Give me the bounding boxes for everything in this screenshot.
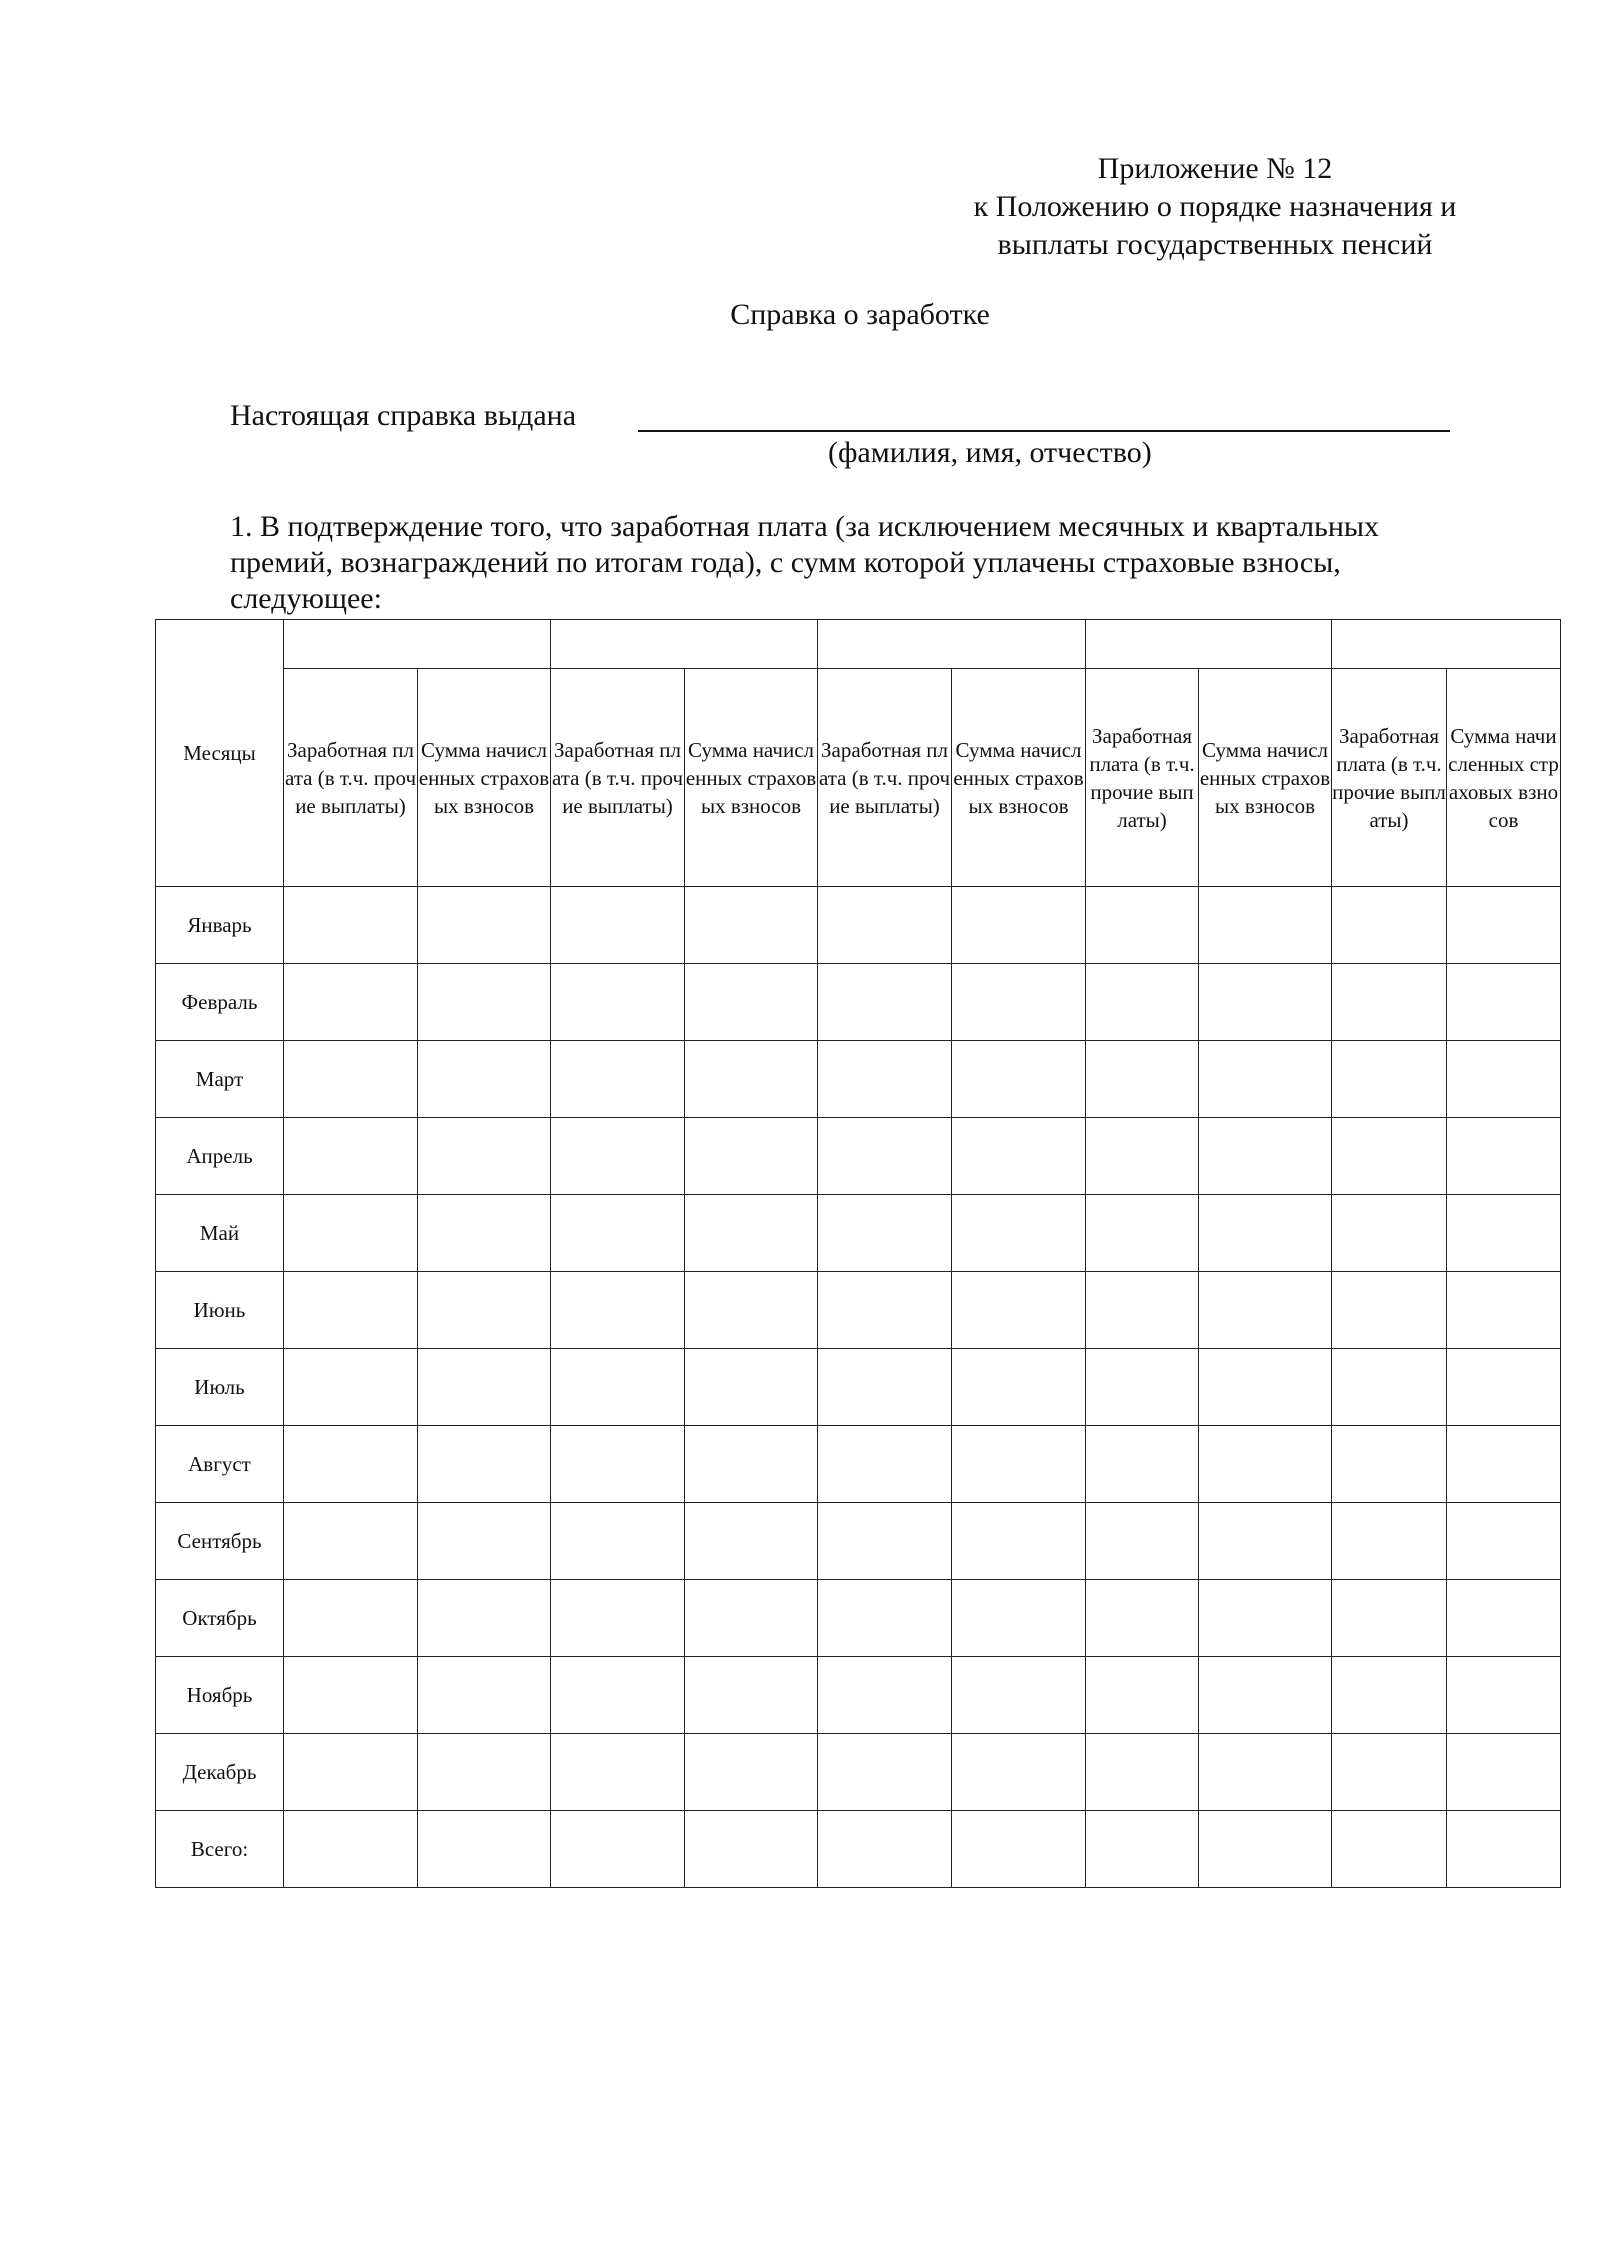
salary-cell[interactable] xyxy=(818,1657,952,1734)
month-label: Декабрь xyxy=(156,1734,284,1811)
contributions-cell[interactable] xyxy=(1199,1811,1332,1888)
contributions-cell[interactable] xyxy=(952,1657,1086,1734)
contributions-cell[interactable] xyxy=(952,1041,1086,1118)
contributions-cell[interactable] xyxy=(952,1349,1086,1426)
table-row xyxy=(156,1580,1561,1657)
contributions-cell[interactable] xyxy=(1199,1580,1332,1657)
contributions-cell[interactable] xyxy=(685,1503,818,1580)
contributions-cell[interactable] xyxy=(1199,964,1332,1041)
contributions-cell[interactable] xyxy=(1199,1349,1332,1426)
header-year-row xyxy=(156,620,1561,669)
contributions-cell[interactable] xyxy=(952,887,1086,964)
contributions-cell[interactable] xyxy=(1447,1734,1561,1811)
contributions-cell[interactable] xyxy=(418,964,551,1041)
annex-reference-line2: выплаты государственных пенсий xyxy=(997,228,1433,261)
contributions-cell[interactable] xyxy=(418,1503,551,1580)
salary-cell[interactable] xyxy=(551,1272,685,1349)
salary-cell[interactable] xyxy=(1332,1118,1447,1195)
contributions-cell[interactable] xyxy=(1199,1503,1332,1580)
contributions-cell[interactable] xyxy=(1199,1657,1332,1734)
salary-cell[interactable] xyxy=(1332,1349,1447,1426)
annex-number: Приложение № 12 xyxy=(1097,152,1333,185)
salary-cell[interactable] xyxy=(818,887,952,964)
salary-cell[interactable] xyxy=(818,1734,952,1811)
header-contributions-4: Сумма начисленных страховых взносов xyxy=(1199,669,1332,887)
salary-cell[interactable] xyxy=(1332,1426,1447,1503)
header-salary-5: Заработная плата (в т.ч. прочие выплаты) xyxy=(1332,669,1447,887)
header-contributions-2: Сумма начисленных страховых взносов xyxy=(685,669,818,887)
salary-cell[interactable] xyxy=(551,1657,685,1734)
table-row xyxy=(156,1041,1561,1118)
year-cell-1[interactable] xyxy=(284,620,551,669)
salary-cell[interactable] xyxy=(284,1503,418,1580)
contributions-cell[interactable] xyxy=(952,1503,1086,1580)
table-row xyxy=(156,1118,1561,1195)
salary-cell[interactable] xyxy=(1332,1734,1447,1811)
table-row xyxy=(156,1272,1561,1349)
salary-cell[interactable] xyxy=(284,1041,418,1118)
contributions-cell[interactable] xyxy=(418,1426,551,1503)
full-name-field[interactable] xyxy=(638,430,1450,432)
salary-cell[interactable] xyxy=(1086,1734,1199,1811)
contributions-cell[interactable] xyxy=(418,1272,551,1349)
contributions-cell[interactable] xyxy=(418,1734,551,1811)
salary-cell[interactable] xyxy=(1086,1580,1199,1657)
total-row xyxy=(156,1811,1561,1888)
contributions-cell[interactable] xyxy=(1199,1426,1332,1503)
contributions-cell[interactable] xyxy=(1447,1195,1561,1272)
salary-cell[interactable] xyxy=(284,1349,418,1426)
contributions-cell[interactable] xyxy=(685,1657,818,1734)
month-label: Ноябрь xyxy=(156,1657,284,1734)
contributions-cell[interactable] xyxy=(685,1734,818,1811)
contributions-cell[interactable] xyxy=(685,964,818,1041)
contributions-cell[interactable] xyxy=(1447,1580,1561,1657)
salary-cell[interactable] xyxy=(284,1272,418,1349)
contributions-cell[interactable] xyxy=(952,1426,1086,1503)
salary-cell[interactable] xyxy=(1086,1657,1199,1734)
salary-cell[interactable] xyxy=(1086,1195,1199,1272)
table-row xyxy=(156,1195,1561,1272)
header-salary-1: Заработная плата (в т.ч. прочие выплаты) xyxy=(284,669,418,887)
salary-cell[interactable] xyxy=(818,1580,952,1657)
header-contributions-3: Сумма начисленных страховых взносов xyxy=(952,669,1086,887)
contributions-cell[interactable] xyxy=(1447,1349,1561,1426)
contributions-cell[interactable] xyxy=(418,1349,551,1426)
salary-cell[interactable] xyxy=(818,1349,952,1426)
contributions-cell[interactable] xyxy=(952,1272,1086,1349)
contributions-cell[interactable] xyxy=(1199,1195,1332,1272)
salary-cell[interactable] xyxy=(284,887,418,964)
salary-cell[interactable] xyxy=(818,1503,952,1580)
paragraph-1-line3: следующее: xyxy=(230,582,382,615)
table-row xyxy=(156,1734,1561,1811)
contributions-cell[interactable] xyxy=(685,1118,818,1195)
contributions-cell[interactable] xyxy=(685,1041,818,1118)
salary-cell[interactable] xyxy=(551,1041,685,1118)
contributions-cell[interactable] xyxy=(1447,1426,1561,1503)
salary-cell[interactable] xyxy=(818,1426,952,1503)
salary-cell[interactable] xyxy=(284,1580,418,1657)
salary-cell[interactable] xyxy=(1086,964,1199,1041)
table-row xyxy=(156,964,1561,1041)
full-name-caption: (фамилия, имя, отчество) xyxy=(828,436,1152,469)
contributions-cell[interactable] xyxy=(685,1811,818,1888)
month-label: Март xyxy=(156,1041,284,1118)
month-label: Сентябрь xyxy=(156,1503,284,1580)
contributions-cell[interactable] xyxy=(418,887,551,964)
salary-cell[interactable] xyxy=(1086,1349,1199,1426)
earnings-table xyxy=(155,619,1561,1888)
salary-cell[interactable] xyxy=(284,1734,418,1811)
salary-cell[interactable] xyxy=(818,964,952,1041)
month-label: Июль xyxy=(156,1349,284,1426)
month-label: Апрель xyxy=(156,1118,284,1195)
salary-cell[interactable] xyxy=(284,1118,418,1195)
contributions-cell[interactable] xyxy=(952,1118,1086,1195)
contributions-cell[interactable] xyxy=(1447,887,1561,964)
salary-cell[interactable] xyxy=(284,1811,418,1888)
salary-cell[interactable] xyxy=(1332,1041,1447,1118)
contributions-cell[interactable] xyxy=(952,1811,1086,1888)
salary-cell[interactable] xyxy=(1332,1580,1447,1657)
contributions-cell[interactable] xyxy=(952,1195,1086,1272)
salary-cell[interactable] xyxy=(1332,1503,1447,1580)
contributions-cell[interactable] xyxy=(1447,1811,1561,1888)
contributions-cell[interactable] xyxy=(418,1580,551,1657)
header-contributions-1: Сумма начисленных страховых взносов xyxy=(418,669,551,887)
paragraph-1-line1: 1. В подтверждение того, что заработная плата (за исключением месячных и квартальных xyxy=(230,510,1380,543)
issued-to-label: Настоящая справка выдана xyxy=(230,399,577,432)
salary-cell[interactable] xyxy=(284,964,418,1041)
table-row xyxy=(156,1349,1561,1426)
contributions-cell[interactable] xyxy=(418,1118,551,1195)
contributions-cell[interactable] xyxy=(1447,1272,1561,1349)
contributions-cell[interactable] xyxy=(418,1195,551,1272)
contributions-cell[interactable] xyxy=(685,1272,818,1349)
document-title: Справка о заработке xyxy=(730,298,990,331)
salary-cell[interactable] xyxy=(818,1811,952,1888)
salary-cell[interactable] xyxy=(1332,1811,1447,1888)
salary-cell[interactable] xyxy=(284,1195,418,1272)
contributions-cell[interactable] xyxy=(1199,887,1332,964)
salary-cell[interactable] xyxy=(551,1734,685,1811)
annex-reference-line1: к Положению о порядке назначения и xyxy=(973,190,1457,223)
contributions-cell[interactable] xyxy=(418,1811,551,1888)
table-row xyxy=(156,887,1561,964)
year-cell-3[interactable] xyxy=(818,620,1086,669)
salary-cell[interactable] xyxy=(1086,1426,1199,1503)
contributions-cell[interactable] xyxy=(1447,1041,1561,1118)
header-salary-4: Заработная плата (в т.ч. прочие выплаты) xyxy=(1086,669,1199,887)
salary-cell[interactable] xyxy=(1332,1657,1447,1734)
month-label: Май xyxy=(156,1195,284,1272)
contributions-cell[interactable] xyxy=(1199,1041,1332,1118)
contributions-cell[interactable] xyxy=(685,1426,818,1503)
salary-cell[interactable] xyxy=(1086,1118,1199,1195)
contributions-cell[interactable] xyxy=(1447,1118,1561,1195)
month-label: Февраль xyxy=(156,964,284,1041)
contributions-cell[interactable] xyxy=(418,1041,551,1118)
contributions-cell[interactable] xyxy=(418,1657,551,1734)
paragraph-1 xyxy=(230,509,1530,617)
table-row xyxy=(156,1657,1561,1734)
total-label: Всего: xyxy=(156,1811,284,1888)
salary-cell[interactable] xyxy=(1332,887,1447,964)
salary-cell[interactable] xyxy=(551,1580,685,1657)
table-row xyxy=(156,1503,1561,1580)
paragraph-1-line2: премий, вознаграждений по итогам года), с сумм которой уплачены страховые взносы, xyxy=(230,546,1341,579)
salary-cell[interactable] xyxy=(551,887,685,964)
salary-cell[interactable] xyxy=(818,1272,952,1349)
salary-cell[interactable] xyxy=(551,1426,685,1503)
annex-block xyxy=(930,150,1500,264)
salary-cell[interactable] xyxy=(1332,1272,1447,1349)
contributions-cell[interactable] xyxy=(685,1195,818,1272)
month-label: Январь xyxy=(156,887,284,964)
salary-cell[interactable] xyxy=(551,1195,685,1272)
salary-cell[interactable] xyxy=(1332,964,1447,1041)
salary-cell[interactable] xyxy=(1086,1503,1199,1580)
month-label: Август xyxy=(156,1426,284,1503)
salary-cell[interactable] xyxy=(1086,887,1199,964)
year-cell-2[interactable] xyxy=(551,620,818,669)
salary-cell[interactable] xyxy=(1332,1195,1447,1272)
salary-cell[interactable] xyxy=(284,1426,418,1503)
contributions-cell[interactable] xyxy=(1199,1734,1332,1811)
contributions-cell[interactable] xyxy=(685,887,818,964)
header-columns-row xyxy=(156,669,1561,887)
salary-cell[interactable] xyxy=(551,1503,685,1580)
header-contributions-5: Сумма начисленных страховых взносов xyxy=(1447,669,1561,887)
salary-cell[interactable] xyxy=(551,1349,685,1426)
month-label: Октябрь xyxy=(156,1580,284,1657)
salary-cell[interactable] xyxy=(818,1118,952,1195)
salary-cell[interactable] xyxy=(1086,1811,1199,1888)
header-salary-3: Заработная плата (в т.ч. прочие выплаты) xyxy=(818,669,952,887)
contributions-cell[interactable] xyxy=(1447,1657,1561,1734)
salary-cell[interactable] xyxy=(818,1195,952,1272)
salary-cell[interactable] xyxy=(551,964,685,1041)
salary-cell[interactable] xyxy=(818,1041,952,1118)
months-header: Месяцы xyxy=(156,620,284,887)
contributions-cell[interactable] xyxy=(1199,1118,1332,1195)
salary-cell[interactable] xyxy=(1086,1272,1199,1349)
year-cell-5[interactable] xyxy=(1332,620,1561,669)
salary-cell[interactable] xyxy=(1086,1041,1199,1118)
year-cell-4[interactable] xyxy=(1086,620,1332,669)
contributions-cell[interactable] xyxy=(1199,1272,1332,1349)
contributions-cell[interactable] xyxy=(1447,964,1561,1041)
table-row xyxy=(156,1426,1561,1503)
contributions-cell[interactable] xyxy=(685,1349,818,1426)
salary-cell[interactable] xyxy=(551,1118,685,1195)
contributions-cell[interactable] xyxy=(685,1580,818,1657)
salary-cell[interactable] xyxy=(551,1811,685,1888)
contributions-cell[interactable] xyxy=(952,1734,1086,1811)
contributions-cell[interactable] xyxy=(952,1580,1086,1657)
contributions-cell[interactable] xyxy=(952,964,1086,1041)
contributions-cell[interactable] xyxy=(1447,1503,1561,1580)
salary-cell[interactable] xyxy=(284,1657,418,1734)
month-label: Июнь xyxy=(156,1272,284,1349)
header-salary-2: Заработная плата (в т.ч. прочие выплаты) xyxy=(551,669,685,887)
